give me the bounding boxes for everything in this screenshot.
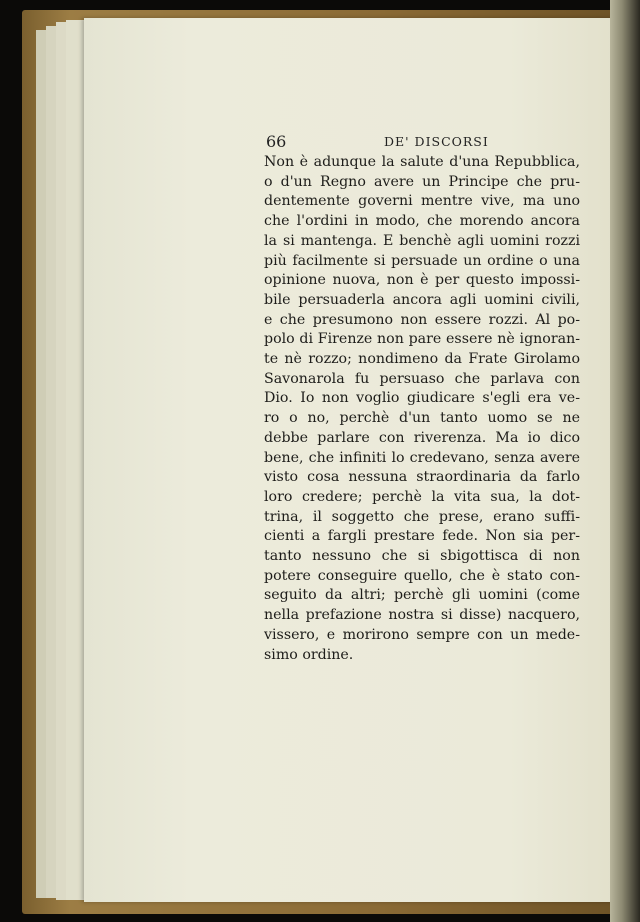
text-line: bile persuaderla ancora agli uomini civili, [264,291,580,308]
body-text [264,153,580,665]
text-line: seguito da altri; perchè gli uomini (come [264,587,580,604]
text-line: dentemente governi mentre vive, ma uno [264,193,580,210]
text-line: loro credere; perchè la vita sua, la dot- [264,488,580,505]
text-line: potere conseguire quello, che è stato con- [264,567,580,584]
text-line: bene, che infiniti lo credevano, senza avere [264,449,580,466]
text-line: tanto nessuno che si sbigottisca di non [264,548,580,565]
text-line: debbe parlare con riverenza. Ma io dico [264,429,580,446]
text-line: vissero, e morirono sempre con un mede- [264,626,580,643]
text-line: Dio. Io non voglio giudicare s'egli era ve- [264,390,580,407]
text-line: visto cosa nessuna straordinaria da farlo [264,469,580,486]
text-line: simo ordine. [264,646,354,663]
text-line: Savonarola fu persuaso che parlava con [264,370,580,387]
text-line: trina, il soggetto che prese, erano suffi- [264,508,580,525]
text-line: la si mantenga. E benchè agli uomini rozzi [264,232,580,249]
text-line: che l'ordini in modo, che morendo ancora [264,213,580,230]
page-number: 66 [266,132,287,151]
text-line: nella prefazione nostra si disse) nacquero, [264,607,580,624]
text-line: cienti a fargli prestare fede. Non sia per- [264,528,580,545]
text-line: e che presumono non essere rozzi. Al po- [264,311,580,328]
text-line: più facilmente si persuade un ordine o una [264,252,580,269]
book-gutter [610,0,640,922]
text-line: te nè rozzo; nondimeno da Frate Girolamo [264,351,580,368]
running-head: DE' DISCORSI [384,134,489,149]
text-line: opinione nuova, non è per questo impossi- [264,272,580,289]
text-line: Non è adunque la salute d'una Repubblica, [264,154,580,170]
text-line: polo di Firenze non pare essere nè ignoran- [264,331,580,348]
text-line: o d'un Regno avere un Principe che pru- [264,173,580,190]
text-line: ro o no, perchè d'un tanto uomo se ne [264,410,580,427]
